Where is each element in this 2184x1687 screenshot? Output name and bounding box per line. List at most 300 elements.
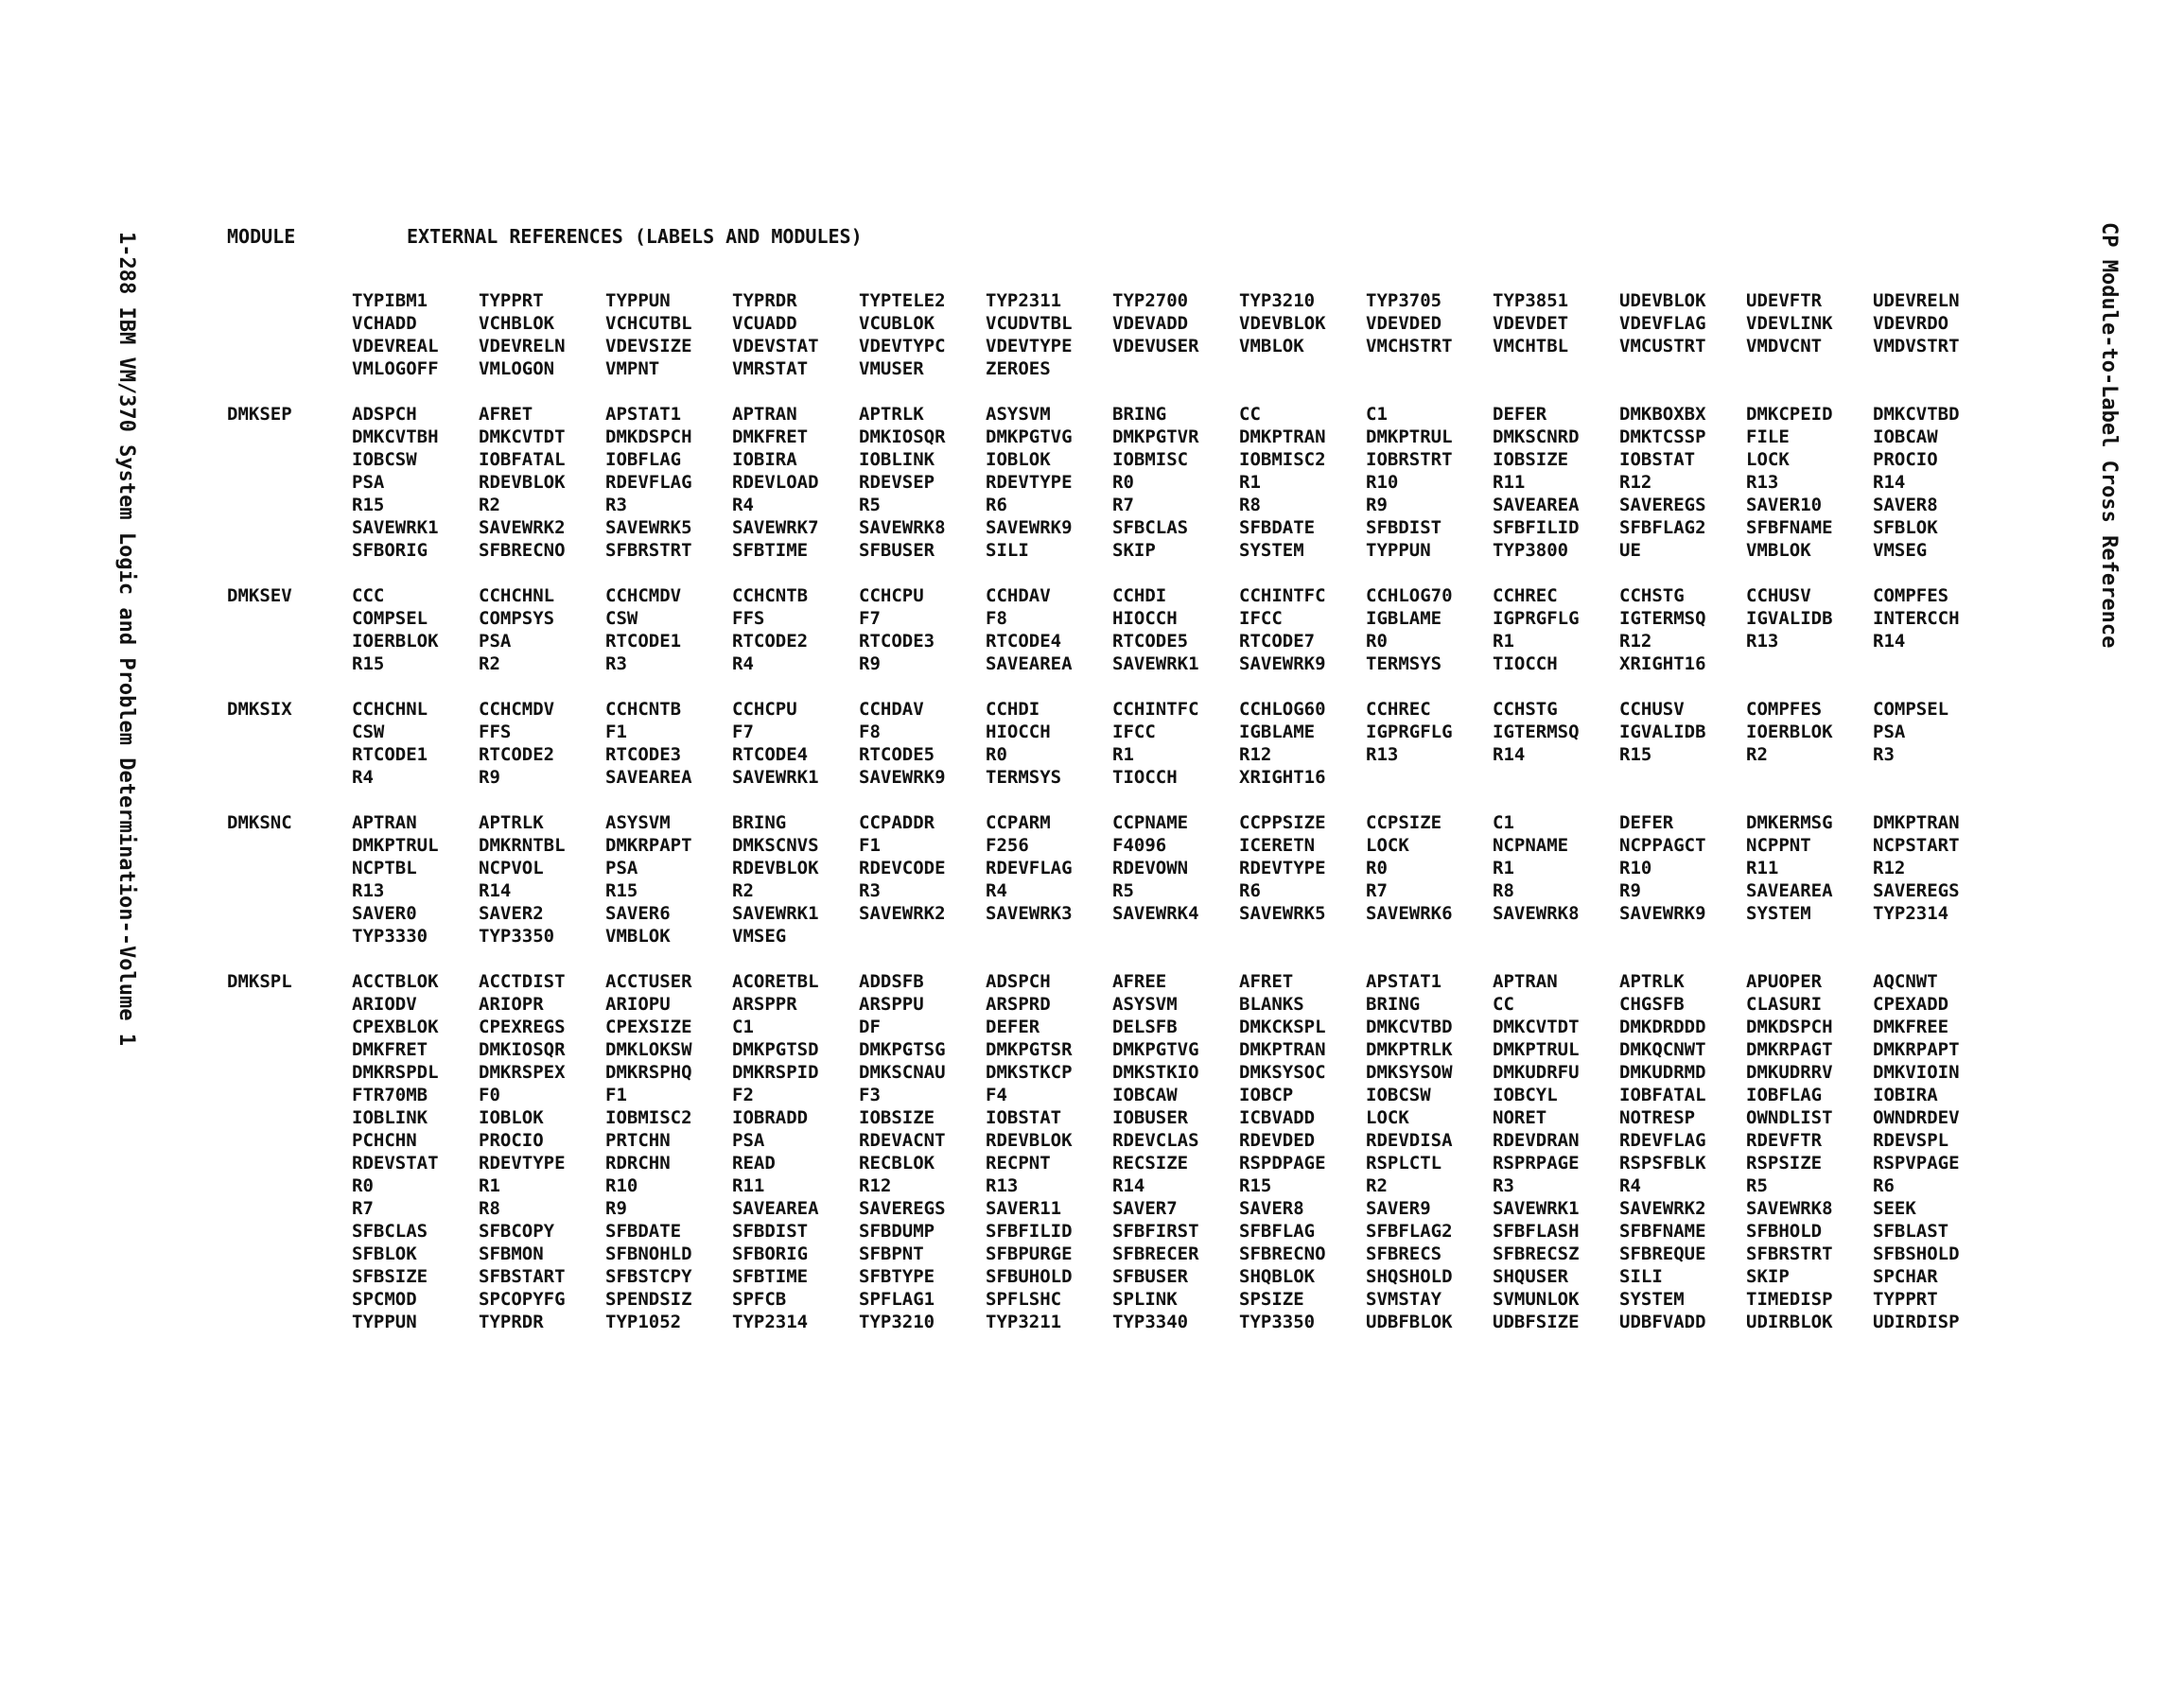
reference-label: PSA: [1873, 722, 1906, 742]
reference-label: DMKSYSOC: [1239, 1062, 1326, 1083]
reference-label: RTCODE2: [479, 744, 555, 765]
reference-label: TYPPRT: [479, 290, 544, 311]
reference-label: DMKRNTBL: [479, 835, 566, 856]
reference-label: DMKIOSQR: [479, 1039, 566, 1060]
reference-label: DMKPTRLK: [1366, 1039, 1453, 1060]
reference-label: CCPSIZE: [1366, 812, 1442, 833]
reference-label: IGTERMSQ: [1619, 608, 1706, 629]
cross-reference-table: [227, 289, 2005, 1356]
reference-label: R1: [1493, 858, 1514, 878]
reference-label: ACCTBLOK: [352, 971, 439, 992]
reference-label: R10: [1619, 858, 1652, 878]
reference-label: SAVEWRK5: [605, 517, 692, 538]
reference-label: VDEVFLAG: [1619, 313, 1706, 334]
reference-label: SFBDUMP: [859, 1221, 935, 1242]
reference-label: RDEVDRAN: [1493, 1130, 1580, 1151]
reference-label: VMDVCNT: [1746, 336, 1823, 357]
reference-label: SVMUNLOK: [1493, 1289, 1580, 1310]
reference-label: R15: [1239, 1175, 1272, 1196]
reference-label: SFBNOHLD: [605, 1244, 692, 1264]
reference-label: XRIGHT16: [1239, 767, 1326, 788]
reference-list: [352, 698, 2005, 789]
reference-label: SFBPNT: [859, 1244, 924, 1264]
reference-label: R6: [986, 495, 1007, 515]
reference-label: RTCODE3: [859, 631, 935, 652]
reference-label: VDEVRDO: [1873, 313, 1949, 334]
module-block: [227, 970, 2005, 1333]
reference-label: INTERCCH: [1873, 608, 1960, 629]
reference-label: PCHCHN: [352, 1130, 417, 1151]
reference-label: R12: [1239, 744, 1272, 765]
reference-label: R13: [1746, 472, 1779, 493]
module-block: [227, 289, 2005, 380]
reference-label: APTRLK: [1619, 971, 1685, 992]
reference-label: RDEVACNT: [859, 1130, 946, 1151]
reference-label: DMKPGTVR: [1112, 426, 1199, 447]
reference-label: SFBFNAME: [1746, 517, 1833, 538]
reference-label: SFBFNAME: [1619, 1221, 1706, 1242]
reference-label: RDEVFLAG: [605, 472, 692, 493]
reference-label: VDEVADD: [1112, 313, 1189, 334]
reference-label: UDEVRELN: [1873, 290, 1960, 311]
reference-label: CCHDI: [986, 699, 1040, 720]
reference-label: SAVEAREA: [605, 767, 692, 788]
reference-label: SFBRECNO: [479, 540, 566, 561]
reference-label: RDEVCODE: [859, 858, 946, 878]
reference-label: DMKPTRUL: [352, 835, 439, 856]
reference-label: DMKPTRAN: [1239, 1039, 1326, 1060]
reference-label: R9: [1366, 495, 1388, 515]
reference-label: APUOPER: [1746, 971, 1823, 992]
reference-label: HIOCCH: [1112, 608, 1178, 629]
module-column-header: MODULE: [227, 225, 296, 248]
reference-label: IOBRADD: [732, 1107, 809, 1128]
reference-label: DMKCVTBD: [1873, 404, 1960, 425]
reference-label: R6: [1239, 880, 1261, 901]
reference-label: IOBFLAG: [605, 449, 682, 470]
reference-label: DMKLOKSW: [605, 1039, 692, 1060]
reference-label: SFBSTCPY: [605, 1266, 692, 1287]
reference-label: R4: [732, 653, 754, 674]
reference-label: DMKUDRRV: [1746, 1062, 1833, 1083]
reference-label: IOBLOK: [479, 1107, 544, 1128]
reference-label: R12: [1619, 631, 1652, 652]
reference-label: RDEVSPL: [1873, 1130, 1949, 1151]
reference-label: R5: [859, 495, 881, 515]
reference-label: CCHDAV: [986, 585, 1051, 606]
reference-label: RTCODE3: [605, 744, 682, 765]
reference-label: TYPRDR: [479, 1312, 544, 1332]
reference-label: SAVER8: [1239, 1198, 1304, 1219]
reference-label: SFBRECS: [1366, 1244, 1442, 1264]
reference-label: RDEVCLAS: [1112, 1130, 1199, 1151]
reference-label: SILI: [986, 540, 1029, 561]
reference-label: IOBMISC: [1112, 449, 1189, 470]
reference-label: RTCODE4: [732, 744, 809, 765]
reference-label: SAVER0: [352, 903, 417, 924]
reference-label: CLASURI: [1746, 994, 1823, 1015]
reference-label: VCUADD: [732, 313, 797, 334]
reference-label: SFBFLAG2: [1619, 517, 1706, 538]
reference-label: R1: [479, 1175, 500, 1196]
module-name: DMKSEP: [227, 404, 292, 425]
reference-label: SAVEWRK1: [732, 767, 819, 788]
reference-label: RDEVOWN: [1112, 858, 1189, 878]
reference-label: PROCIO: [1873, 449, 1938, 470]
reference-label: SHQBLOK: [1239, 1266, 1316, 1287]
reference-label: DMKIOSQR: [859, 426, 946, 447]
reference-label: RSPDPAGE: [1239, 1153, 1326, 1174]
reference-label: SAVEWRK9: [859, 767, 946, 788]
reference-label: RDEVTYPE: [986, 472, 1073, 493]
reference-label: VMLOGON: [479, 358, 555, 379]
reference-label: IFCC: [1112, 722, 1156, 742]
reference-label: R9: [605, 1198, 627, 1219]
reference-label: VMRSTAT: [732, 358, 809, 379]
reference-label: VDEVBLOK: [1239, 313, 1326, 334]
reference-label: UDBFVADD: [1619, 1312, 1706, 1332]
reference-label: SAVEWRK1: [352, 517, 439, 538]
reference-label: R12: [1873, 858, 1906, 878]
reference-label: ASYSVM: [986, 404, 1051, 425]
reference-label: VDEVSTAT: [732, 336, 819, 357]
reference-label: RDEVDISA: [1366, 1130, 1453, 1151]
reference-label: IGVALIDB: [1619, 722, 1706, 742]
reference-label: PSA: [732, 1130, 765, 1151]
reference-label: DMKRSPDL: [352, 1062, 439, 1083]
reference-label: CCHDI: [1112, 585, 1167, 606]
reference-label: DEFER: [1619, 812, 1674, 833]
reference-label: VMUSER: [859, 358, 924, 379]
reference-label: IOBMISC2: [605, 1107, 692, 1128]
reference-label: LOCK: [1366, 835, 1409, 856]
reference-label: APTRAN: [1493, 971, 1558, 992]
reference-label: VDEVRELN: [479, 336, 566, 357]
reference-label: R14: [1112, 1175, 1145, 1196]
reference-label: R2: [479, 495, 500, 515]
reference-label: SAVEAREA: [1493, 495, 1580, 515]
reference-label: SFBDIST: [1366, 517, 1442, 538]
reference-label: DMKDRDDD: [1619, 1017, 1706, 1037]
reference-label: SFBLAST: [1873, 1221, 1949, 1242]
reference-label: UDEVFTR: [1746, 290, 1823, 311]
reference-label: F7: [732, 722, 754, 742]
reference-label: TYP2311: [986, 290, 1062, 311]
reference-label: F2: [732, 1085, 754, 1105]
reference-label: F8: [986, 608, 1007, 629]
reference-label: SPCMOD: [352, 1289, 417, 1310]
reference-label: SPLINK: [1112, 1289, 1178, 1310]
reference-label: VCHBLOK: [479, 313, 555, 334]
reference-label: RSPVPAGE: [1873, 1153, 1960, 1174]
reference-label: IGVALIDB: [1746, 608, 1833, 629]
reference-label: COMPSEL: [352, 608, 428, 629]
reference-label: TYPRDR: [732, 290, 797, 311]
reference-label: SPCOPYFG: [479, 1289, 566, 1310]
reference-label: AFRET: [1239, 971, 1294, 992]
reference-label: CC: [1239, 404, 1261, 425]
reference-label: ADSPCH: [352, 404, 417, 425]
reference-label: R8: [1493, 880, 1514, 901]
reference-label: IOBCAW: [1112, 1085, 1178, 1105]
reference-label: VMPNT: [605, 358, 660, 379]
reference-label: ARIODV: [352, 994, 417, 1015]
reference-list: [352, 970, 2005, 1333]
reference-label: RSPLCTL: [1366, 1153, 1442, 1174]
reference-label: VCUBLOK: [859, 313, 935, 334]
reference-label: TYPPUN: [1366, 540, 1431, 561]
reference-label: SAVEWRK4: [1112, 903, 1199, 924]
reference-label: APTRLK: [859, 404, 924, 425]
reference-label: IOBUSER: [1112, 1107, 1189, 1128]
reference-label: ARSPRD: [986, 994, 1051, 1015]
reference-label: COMPFES: [1746, 699, 1823, 720]
reference-label: TYP3211: [986, 1312, 1062, 1332]
reference-label: SAVEWRK9: [1619, 903, 1706, 924]
reference-label: ACORETBL: [732, 971, 819, 992]
reference-label: TYPPRT: [1873, 1289, 1938, 1310]
reference-label: SAVEWRK5: [1239, 903, 1326, 924]
reference-label: IOERBLOK: [1746, 722, 1833, 742]
reference-label: CCHLOG70: [1366, 585, 1453, 606]
reference-label: R14: [1493, 744, 1526, 765]
reference-label: R12: [1619, 472, 1652, 493]
reference-label: LOCK: [1366, 1107, 1409, 1128]
reference-label: SKIP: [1112, 540, 1156, 561]
left-margin-text: 1-288 IBM VM/370 System Logic and Problem Determination--Volume 1: [114, 232, 138, 1046]
reference-label: IGBLAME: [1239, 722, 1316, 742]
reference-label: F1: [859, 835, 881, 856]
reference-label: SAVEWRK1: [1112, 653, 1199, 674]
reference-label: F4096: [1112, 835, 1167, 856]
reference-label: R5: [1112, 880, 1134, 901]
reference-label: SPSIZE: [1239, 1289, 1304, 1310]
reference-label: SAVER11: [986, 1198, 1062, 1219]
reference-label: FFS: [479, 722, 512, 742]
reference-label: SAVEWRK2: [479, 517, 566, 538]
reference-label: RDRCHN: [605, 1153, 671, 1174]
reference-label: DMKSCNRD: [1493, 426, 1580, 447]
reference-label: SFBPURGE: [986, 1244, 1073, 1264]
reference-label: SAVEWRK2: [1619, 1198, 1706, 1219]
reference-label: IGTERMSQ: [1493, 722, 1580, 742]
reference-label: SPCHAR: [1873, 1266, 1938, 1287]
module-name: DMKSEV: [227, 585, 292, 606]
reference-label: SPFLAG1: [859, 1289, 935, 1310]
reference-label: PRTCHN: [605, 1130, 671, 1151]
reference-label: CPEXSIZE: [605, 1017, 692, 1037]
reference-label: DMKPTRUL: [1493, 1039, 1580, 1060]
reference-label: FTR70MB: [352, 1085, 428, 1105]
reference-label: IOBSTAT: [1619, 449, 1696, 470]
reference-label: VDEVSIZE: [605, 336, 692, 357]
reference-label: VMSEG: [1873, 540, 1928, 561]
reference-label: DMKCPEID: [1746, 404, 1833, 425]
reference-label: CCHSTG: [1493, 699, 1558, 720]
reference-label: DMKVIOIN: [1873, 1062, 1960, 1083]
reference-label: R0: [1112, 472, 1134, 493]
reference-label: ARIOPR: [479, 994, 544, 1015]
reference-label: R9: [479, 767, 500, 788]
reference-label: CCPARM: [986, 812, 1051, 833]
reference-label: DMKRPAPT: [605, 835, 692, 856]
reference-label: DMKCVTBD: [1366, 1017, 1453, 1037]
reference-label: R0: [1366, 858, 1388, 878]
reference-label: SFBSIZE: [352, 1266, 428, 1287]
reference-label: CCPADDR: [859, 812, 935, 833]
reference-label: SAVER9: [1366, 1198, 1431, 1219]
reference-label: TYP3340: [1112, 1312, 1189, 1332]
reference-label: RTCODE1: [352, 744, 428, 765]
reference-label: BRING: [1366, 994, 1421, 1015]
reference-label: R14: [479, 880, 512, 901]
reference-label: SFBRSTRT: [1746, 1244, 1833, 1264]
reference-label: NCPNAME: [1493, 835, 1569, 856]
reference-label: CCHCMDV: [605, 585, 682, 606]
reference-label: APSTAT1: [605, 404, 682, 425]
reference-label: TYPPUN: [352, 1312, 417, 1332]
reference-label: SVMSTAY: [1366, 1289, 1442, 1310]
reference-label: CCHREC: [1493, 585, 1558, 606]
reference-label: RTCODE7: [1239, 631, 1316, 652]
reference-label: SFBFLAG: [1239, 1221, 1316, 1242]
reference-label: CCHCMDV: [479, 699, 555, 720]
reference-label: BRING: [732, 812, 787, 833]
reference-label: DELSFB: [1112, 1017, 1178, 1037]
reference-label: DMKUDRMD: [1619, 1062, 1706, 1083]
reference-label: READ: [732, 1153, 776, 1174]
reference-label: IOBSIZE: [1493, 449, 1569, 470]
reference-label: DMKSYSOW: [1366, 1062, 1453, 1083]
reference-label: R15: [1619, 744, 1652, 765]
reference-label: DMKQCNWT: [1619, 1039, 1706, 1060]
module-name: DMKSIX: [227, 699, 292, 720]
reference-label: R4: [352, 767, 374, 788]
reference-label: SAVEWRK9: [1239, 653, 1326, 674]
module-block: [227, 403, 2005, 562]
reference-label: TERMSYS: [1366, 653, 1442, 674]
reference-label: R1: [1493, 631, 1514, 652]
reference-label: RDEVSTAT: [352, 1153, 439, 1174]
reference-label: SAVER7: [1112, 1198, 1178, 1219]
reference-label: R1: [1239, 472, 1261, 493]
reference-label: VDEVUSER: [1112, 336, 1199, 357]
reference-label: R10: [605, 1175, 638, 1196]
reference-label: RDEVFLAG: [1619, 1130, 1706, 1151]
reference-label: F256: [986, 835, 1029, 856]
reference-label: NORET: [1493, 1107, 1547, 1128]
reference-label: SFBTIME: [732, 540, 809, 561]
reference-label: AFREE: [1112, 971, 1167, 992]
reference-label: R11: [1493, 472, 1526, 493]
reference-label: TYP2700: [1112, 290, 1189, 311]
reference-label: PSA: [479, 631, 512, 652]
reference-label: RDEVFLAG: [986, 858, 1073, 878]
reference-label: R8: [1239, 495, 1261, 515]
reference-label: UDEVBLOK: [1619, 290, 1706, 311]
reference-label: DMKPGTVG: [1112, 1039, 1199, 1060]
reference-label: SFBRSTRT: [605, 540, 692, 561]
reference-label: DMKRSPID: [732, 1062, 819, 1083]
reference-label: IOBFLAG: [1746, 1085, 1823, 1105]
reference-label: SAVEAREA: [1746, 880, 1833, 901]
reference-label: R3: [1493, 1175, 1514, 1196]
reference-label: CCHLOG60: [1239, 699, 1326, 720]
reference-label: DMKPTRAN: [1873, 812, 1960, 833]
reference-label: CPEXBLOK: [352, 1017, 439, 1037]
reference-label: SEEK: [1873, 1198, 1916, 1219]
reference-label: F8: [859, 722, 881, 742]
reference-label: IOBSTAT: [986, 1107, 1062, 1128]
reference-label: DMKRSPHQ: [605, 1062, 692, 1083]
reference-label: VDEVTYPC: [859, 336, 946, 357]
reference-label: SAVEAREA: [732, 1198, 819, 1219]
reference-label: F4: [986, 1085, 1007, 1105]
reference-label: ADSPCH: [986, 971, 1051, 992]
reference-label: VMCHTBL: [1493, 336, 1569, 357]
reference-label: SFBCLAS: [1112, 517, 1189, 538]
reference-label: DMKSTKIO: [1112, 1062, 1199, 1083]
reference-label: VMBLOK: [1746, 540, 1811, 561]
reference-label: IOBLINK: [859, 449, 935, 470]
reference-label: SFBDIST: [732, 1221, 809, 1242]
reference-label: R6: [1873, 1175, 1895, 1196]
reference-label: SAVER6: [605, 903, 671, 924]
reference-label: SAVEAREA: [986, 653, 1073, 674]
module-block: [227, 698, 2005, 789]
reference-list: [352, 584, 2005, 675]
reference-label: R2: [1746, 744, 1768, 765]
reference-label: R8: [479, 1198, 500, 1219]
reference-label: SFBFLAG2: [1366, 1221, 1453, 1242]
reference-label: AQCNWT: [1873, 971, 1938, 992]
reference-label: CPEXADD: [1873, 994, 1949, 1015]
reference-label: R13: [986, 1175, 1019, 1196]
reference-label: TERMSYS: [986, 767, 1062, 788]
reference-label: NCPVOL: [479, 858, 544, 878]
reference-label: DMKRPAGT: [1746, 1039, 1833, 1060]
reference-label: COMPSEL: [1873, 699, 1949, 720]
reference-label: SAVEWRK8: [1493, 903, 1580, 924]
reference-label: R3: [605, 495, 627, 515]
reference-label: SAVEWRK1: [732, 903, 819, 924]
reference-label: VMBLOK: [1239, 336, 1304, 357]
reference-label: SFBSHOLD: [1873, 1244, 1960, 1264]
reference-label: CCPPSIZE: [1239, 812, 1326, 833]
reference-label: R15: [605, 880, 638, 901]
reference-label: DMKCVTDT: [1493, 1017, 1580, 1037]
reference-label: R2: [732, 880, 754, 901]
reference-label: RDEVFTR: [1746, 1130, 1823, 1151]
reference-label: CPEXREGS: [479, 1017, 566, 1037]
reference-label: ACCTDIST: [479, 971, 566, 992]
reference-label: SFBMON: [479, 1244, 544, 1264]
reference-label: DMKSCNVS: [732, 835, 819, 856]
reference-label: BRING: [1112, 404, 1167, 425]
reference-label: VCHADD: [352, 313, 417, 334]
reference-label: CCHINTFC: [1239, 585, 1326, 606]
reference-label: RTCODE4: [986, 631, 1062, 652]
reference-label: ARSPPU: [859, 994, 924, 1015]
reference-label: SAVEWRK3: [986, 903, 1073, 924]
right-margin-title: [2090, 222, 2128, 809]
reference-label: RDEVTYPE: [1239, 858, 1326, 878]
reference-label: IGBLAME: [1366, 608, 1442, 629]
reference-label: R12: [859, 1175, 892, 1196]
reference-label: CCHSTG: [1619, 585, 1685, 606]
reference-label: IOBIRA: [1873, 1085, 1938, 1105]
reference-label: DMKPGTVG: [986, 426, 1073, 447]
